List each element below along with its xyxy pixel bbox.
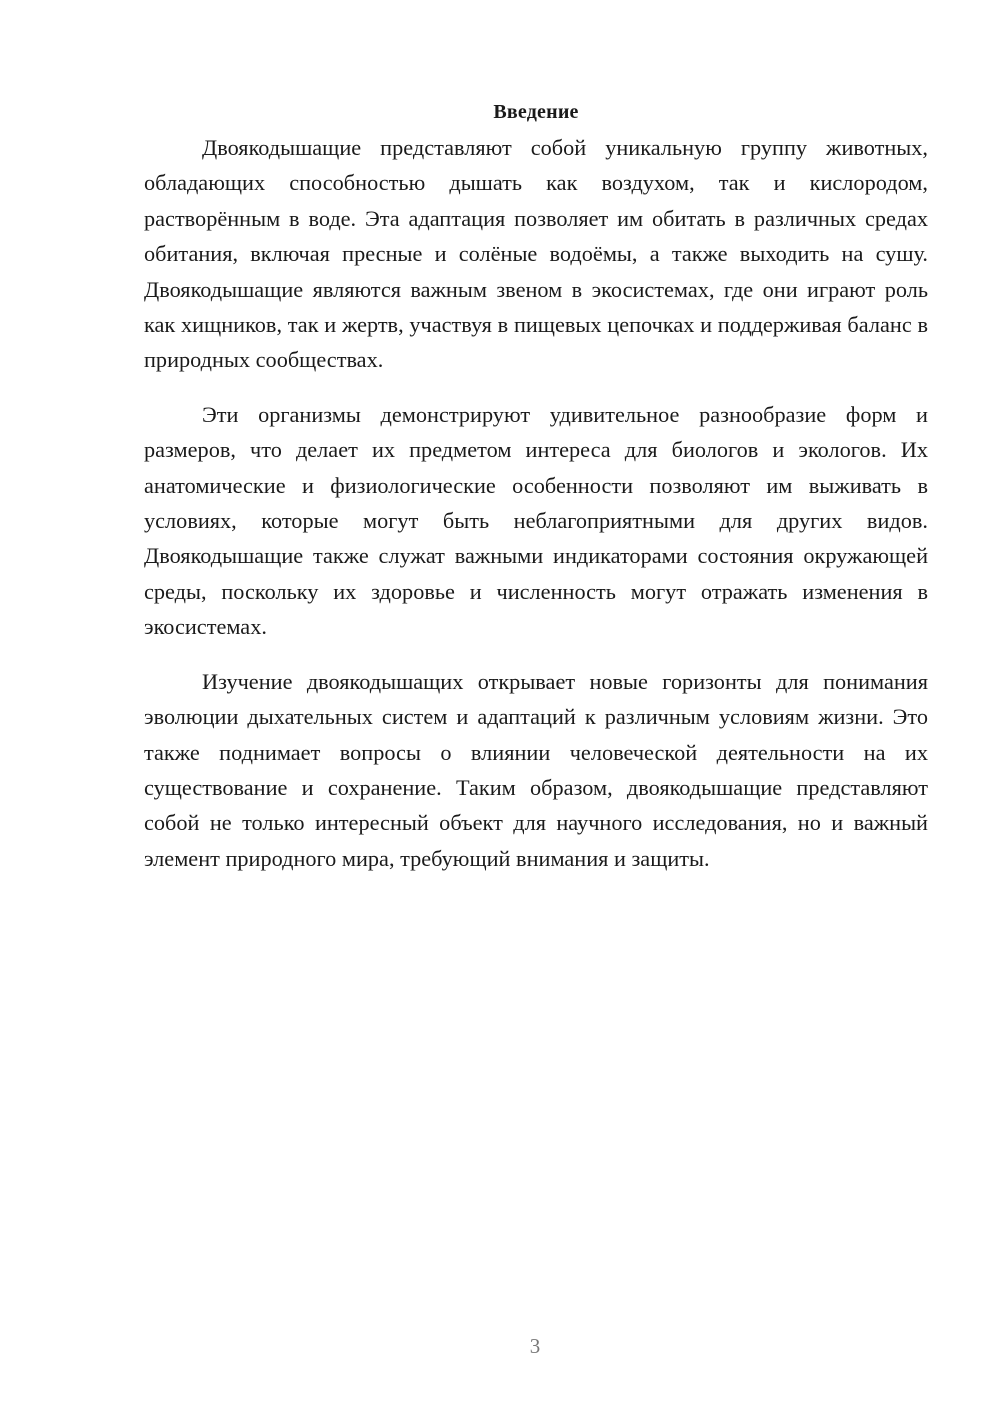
paragraph-1: Двоякодышащие представляют собой уникальную группу животных, обладающих способностью дышать как воздухом, так и кислородом, растворённым в воде. Эта адаптация позволяет им обитать в различных средах обитания, включая пресные и солёные водоёмы, а также выходить на сушу. Двоякодышащие являются важным звеном в экосистемах, где они играют роль как хищников, так и жертв, участвуя в пищевых цепочках и поддерживая баланс в природных сообществах. xyxy=(144,135,928,373)
section-title: Введение xyxy=(493,101,579,123)
page-content xyxy=(144,95,928,876)
paragraph-2: Эти организмы демонстрируют удивительное разнообразие форм и размеров, что делает их предметом интереса для биологов и экологов. Их анатомические и физиологические особенности позволяют им выживать в условиях, которые могут быть неблагоприятными для других видов. Двоякодышащие также служат важными индикаторами состояния окружающей среды, поскольку их здоровье и численность могут отражать изменения в экосистемах. xyxy=(144,401,928,640)
paragraph-3: Изучение двоякодышащих открывает новые горизонты для понимания эволюции дыхательных систем и адаптаций к различным условиям жизни. Это также поднимает вопросы о влиянии человеческой деятельности на их существование и сохранение. Таким образом, двоякодышащие представляют собой не только интересный объект для научного исследования, но и важный элемент природного мира, требующий внимания и защиты. xyxy=(144,668,928,871)
page-number: 3 xyxy=(529,1334,541,1358)
